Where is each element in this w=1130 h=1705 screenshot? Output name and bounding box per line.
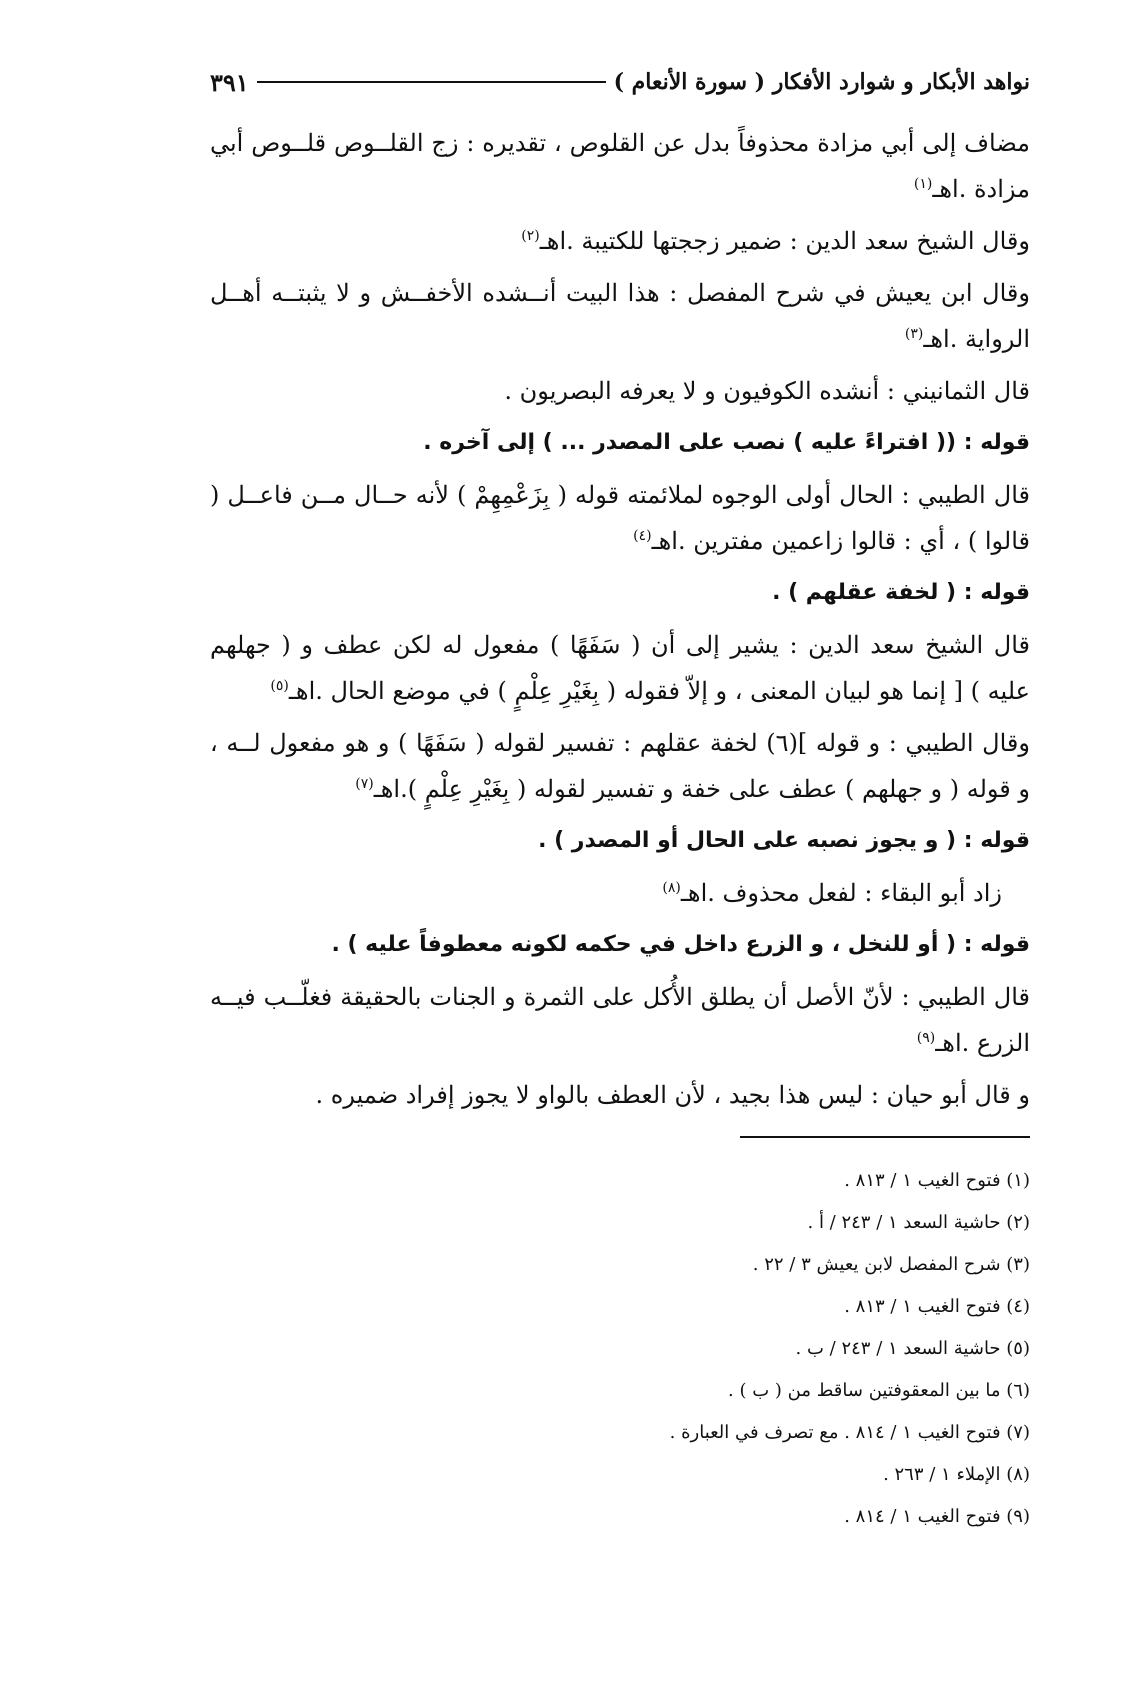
footnote-item: (٨) الإملاء ١ / ٢٦٣ . <box>883 1464 1030 1485</box>
footnote-item: (٧) فتوح الغيب ١ / ٨١٤ . مع تصرف في العبارة . <box>669 1422 1030 1443</box>
paragraph-text: وقال الشيخ سعد الدين : ضمير زججتها للكتيبة .اهـ <box>539 227 1030 255</box>
section-heading <box>210 420 1030 466</box>
header-rule <box>257 81 606 83</box>
footnote-marker: (٩) <box>916 1030 936 1046</box>
footnote-item: (٣) شرح المفصل لابن يعيش ٣ / ٢٢ . <box>752 1254 1030 1275</box>
footnote-item: (٦) ما بين المعقوفتين ساقط من ( ب ) . <box>728 1380 1030 1401</box>
footnote-item: (٩) فتوح الغيب ١ / ٨١٤ . <box>844 1506 1030 1527</box>
section-heading <box>210 922 1030 968</box>
paragraph-text: قال الثمانيني : أنشده الكوفيون و لا يعرفه البصريون . <box>504 377 1030 405</box>
paragraph-text: قوله : (( افتراءً عليه ) نصب على المصدر ... ) إلى آخره . <box>423 430 1030 455</box>
paragraph-text: قوله : ( لخفة عقلهم ) . <box>772 580 1030 605</box>
footnote-divider <box>740 1136 1030 1138</box>
body-text <box>210 120 1030 1124</box>
section-heading <box>210 818 1030 864</box>
footnotes-list <box>210 1160 1030 1538</box>
body-paragraph <box>210 720 1030 812</box>
footnote-marker: (٨) <box>662 880 681 896</box>
footnote-marker: (٧) <box>355 776 374 792</box>
body-paragraph <box>210 974 1030 1066</box>
footnote-item: (٥) حاشية السعد ١ / ٢٤٣ / ب . <box>795 1338 1030 1359</box>
paragraph-text: وقال الطيبي : و قوله ](٦) لخفة عقلهم : تفسير لقوله ( سَفَهًا ) و هو مفعول لــه ، و قوله ( و جهلهم ) عطف على خفة و تفسير لقوله ( بِغَيْرِ عِلْمٍ ).اهـ <box>210 729 1030 803</box>
page-number: ٣٩١ <box>210 67 249 97</box>
footnote-item: (٤) فتوح الغيب ١ / ٨١٣ . <box>844 1296 1030 1317</box>
running-header <box>210 64 1030 100</box>
section-heading <box>210 570 1030 616</box>
paragraph-text: قال الشيخ سعد الدين : يشير إلى أن ( سَفَهًا ) مفعول له لكن عطف و ( جهلهم عليه ) [ إنما هو لبيان المعنى ، و إلاّ فقوله ( بِغَيْرِ عِلْمٍ ) في موضع الحال .اهـ <box>210 631 1030 705</box>
paragraph-text: قال الطيبي : الحال أولى الوجوه لملائمته قوله ( بِزَعْمِهِمْ ) لأنه حــال مــن فاعــل ( قالوا ) ، أي : قالوا زاعمين مفترين .اهـ <box>210 481 1030 555</box>
footnote-marker: (١) <box>913 176 933 192</box>
body-paragraph <box>210 472 1030 564</box>
body-paragraph <box>210 870 1002 916</box>
body-paragraph <box>210 120 1030 212</box>
footnote-marker: (٢) <box>521 228 540 244</box>
header-title: نواهد الأبكار و شوارد الأفكار ( سورة الأنعام ) <box>613 69 1030 95</box>
body-paragraph <box>210 218 1030 264</box>
body-paragraph <box>210 368 1030 414</box>
paragraph-text: قال الطيبي : لأنّ الأصل أن يطلق الأُكل على الثمرة و الجنات بالحقيقة فغلّــب فيــه الزرع .اهـ <box>210 983 1031 1057</box>
footnote-marker: (٤) <box>633 528 652 544</box>
paragraph-text: قوله : ( أو للنخل ، و الزرع داخل في حكمه لكونه معطوفاً عليه ) . <box>331 932 1030 957</box>
body-paragraph <box>210 1072 1030 1118</box>
paragraph-text: و قال أبو حيان : ليس هذا بجيد ، لأن العطف بالواو لا يجوز إفراد ضميره . <box>315 1081 1030 1109</box>
footnote-item: (١) فتوح الغيب ١ / ٨١٣ . <box>844 1170 1030 1191</box>
paragraph-text: زاد أبو البقاء : لفعل محذوف .اهـ <box>680 879 1002 907</box>
footnote-item: (٢) حاشية السعد ١ / ٢٤٣ / أ . <box>807 1212 1030 1233</box>
body-paragraph <box>210 622 1030 714</box>
paragraph-text: وقال ابن يعيش في شرح المفصل : هذا البيت أنــشده الأخفــش و لا يثبتــه أهــل الرواية .اهـ <box>210 279 1030 353</box>
footnote-marker: (٣) <box>904 326 924 342</box>
footnote-marker: (٥) <box>270 678 289 694</box>
paragraph-text: مضاف إلى أبي مزادة محذوفاً بدل عن القلوص ، تقديره : زج القلــوص قلــوص أبي مزادة .اهـ <box>210 129 1030 203</box>
paragraph-text: قوله : ( و يجوز نصبه على الحال أو المصدر ) . <box>538 828 1030 853</box>
body-paragraph <box>210 270 1030 362</box>
